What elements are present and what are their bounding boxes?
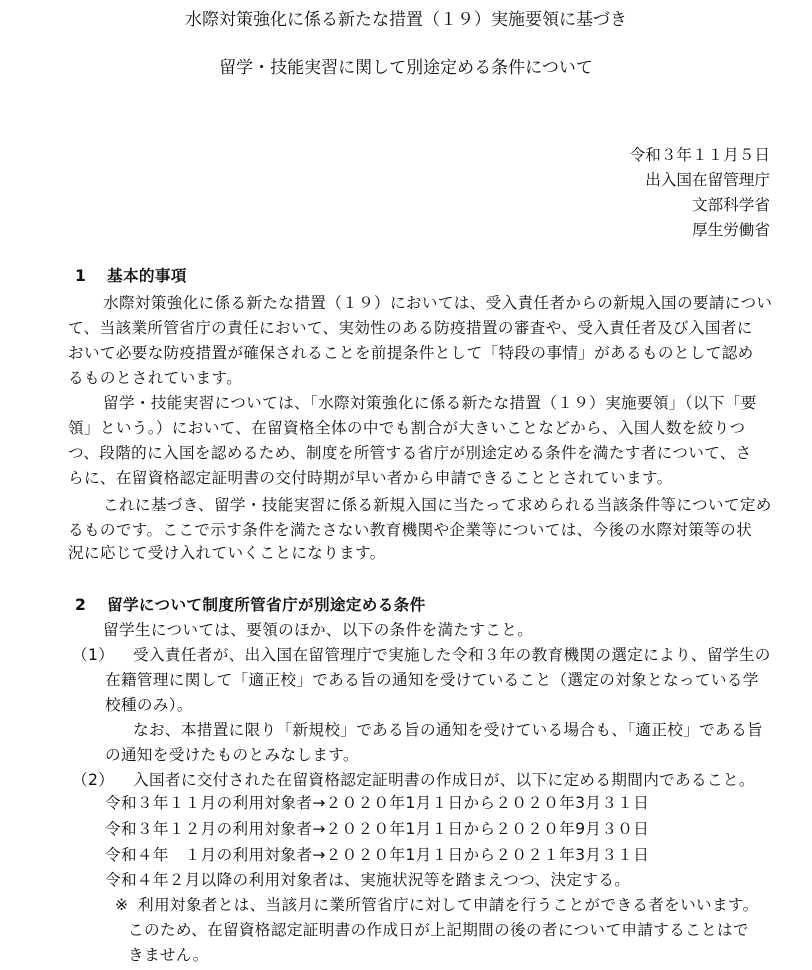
agency: 文部科学省 [692, 196, 770, 214]
item-label: （1） [72, 646, 115, 664]
item-line: なお、本措置に限り「新規校」である旨の通知を受けている場合も、「適正校」である旨 [133, 721, 763, 739]
note-mark: ※ [115, 896, 129, 914]
paragraph-line: らに、在留資格認定証明書の交付時期が早い者から申請できることとされています。 [68, 469, 673, 487]
period-line: 令和３年１２月の利用対象者→２０２０年1月１日から２０２０年9月３０日 [105, 820, 650, 838]
period-line: 令和３年１１月の利用対象者→２０２０年1月１日から２０２０年3月３１日 [105, 794, 650, 812]
item-line: の通知を受けたものとみなします。 [105, 746, 359, 764]
title-line-1: 水際対策強化に係る新たな措置（１９）実施要領に基づき [185, 10, 627, 30]
note-line: このため、在留資格認定証明書の作成日が上記期間の後の者について申請することはで [128, 921, 749, 939]
item-line: 在籍管理に関して「適正校」である旨の通知を受けていること（選定の対象となっている学 [105, 671, 759, 689]
paragraph-line: て、当該業所管省庁の責任において、実効性のある防疫措置の審査や、受入責任者及び入国者に [68, 319, 753, 337]
paragraph-line: るものとされています。 [68, 369, 243, 387]
paragraph-line: おいて必要な防疫措置が確保されることを前提条件として「特段の事情」があるものとして認め [68, 344, 754, 362]
paragraph-line: つ、段階的に入国を認めるため、制度を所管する省庁が別途定める条件を満たす者について、さ [68, 444, 752, 462]
paragraph-line: るものです。ここで示す条件を満たさない教育機関や企業等については、今後の水際対策等の状 [68, 521, 753, 539]
paragraph-line: 留学・技能実習については、「水際対策強化に係る新たな措置（１９）実施要領」（以下「要 [103, 394, 757, 412]
title-line-2: 留学・技能実習に関して別途定める条件について [219, 58, 593, 78]
issue-date: 令和３年１１月５日 [629, 146, 770, 164]
paragraph-line: 領」という。）において、在留資格全体の中でも割合が大きいことなどから、入国人数を絞りつ [68, 419, 746, 437]
item-line: 受入責任者が、出入国在留管理庁で実施した令和３年の教育機関の選定により、留学生の [133, 646, 771, 664]
period-line: 令和４年２月以降の利用対象者は、実施状況等を踏まえつつ、決定する。 [105, 871, 631, 889]
section-number: 1 [75, 267, 87, 285]
section-heading: 基本的事項 [107, 267, 187, 285]
section-heading: 留学について制度所管省庁が別途定める条件 [107, 596, 426, 614]
paragraph-line: これに基づき、留学・技能実習に係る新規入国に当たって求められる当該条件等について定め [103, 496, 772, 514]
section-intro: 留学生については、要領のほか、以下の条件を満たすこと。 [103, 621, 534, 639]
item-line: 入国者に交付された在留資格認定証明書の作成日が、以下に定める期間内であること。 [133, 771, 755, 789]
paragraph-line: 水際対策強化に係る新たな措置（１９）においては、受入責任者からの新規入国の要請につい [103, 294, 773, 312]
agency: 厚生労働省 [692, 221, 770, 239]
paragraph-line: 況に応じて受け入れていくことになります。 [68, 544, 386, 562]
item-label: （2） [72, 771, 115, 789]
agency: 出入国在留管理庁 [645, 171, 770, 189]
note-line: 利用対象者とは、当該月に業所管省庁に対して申請を行うことができる者をいいます。 [138, 896, 759, 914]
item-line: 校種のみ）。 [105, 696, 193, 714]
note-line: きません。 [128, 946, 209, 964]
period-line: 令和４年 １月の利用対象者→２０２０年1月１日から２０２１年3月３１日 [105, 846, 650, 864]
section-number: 2 [75, 596, 87, 614]
